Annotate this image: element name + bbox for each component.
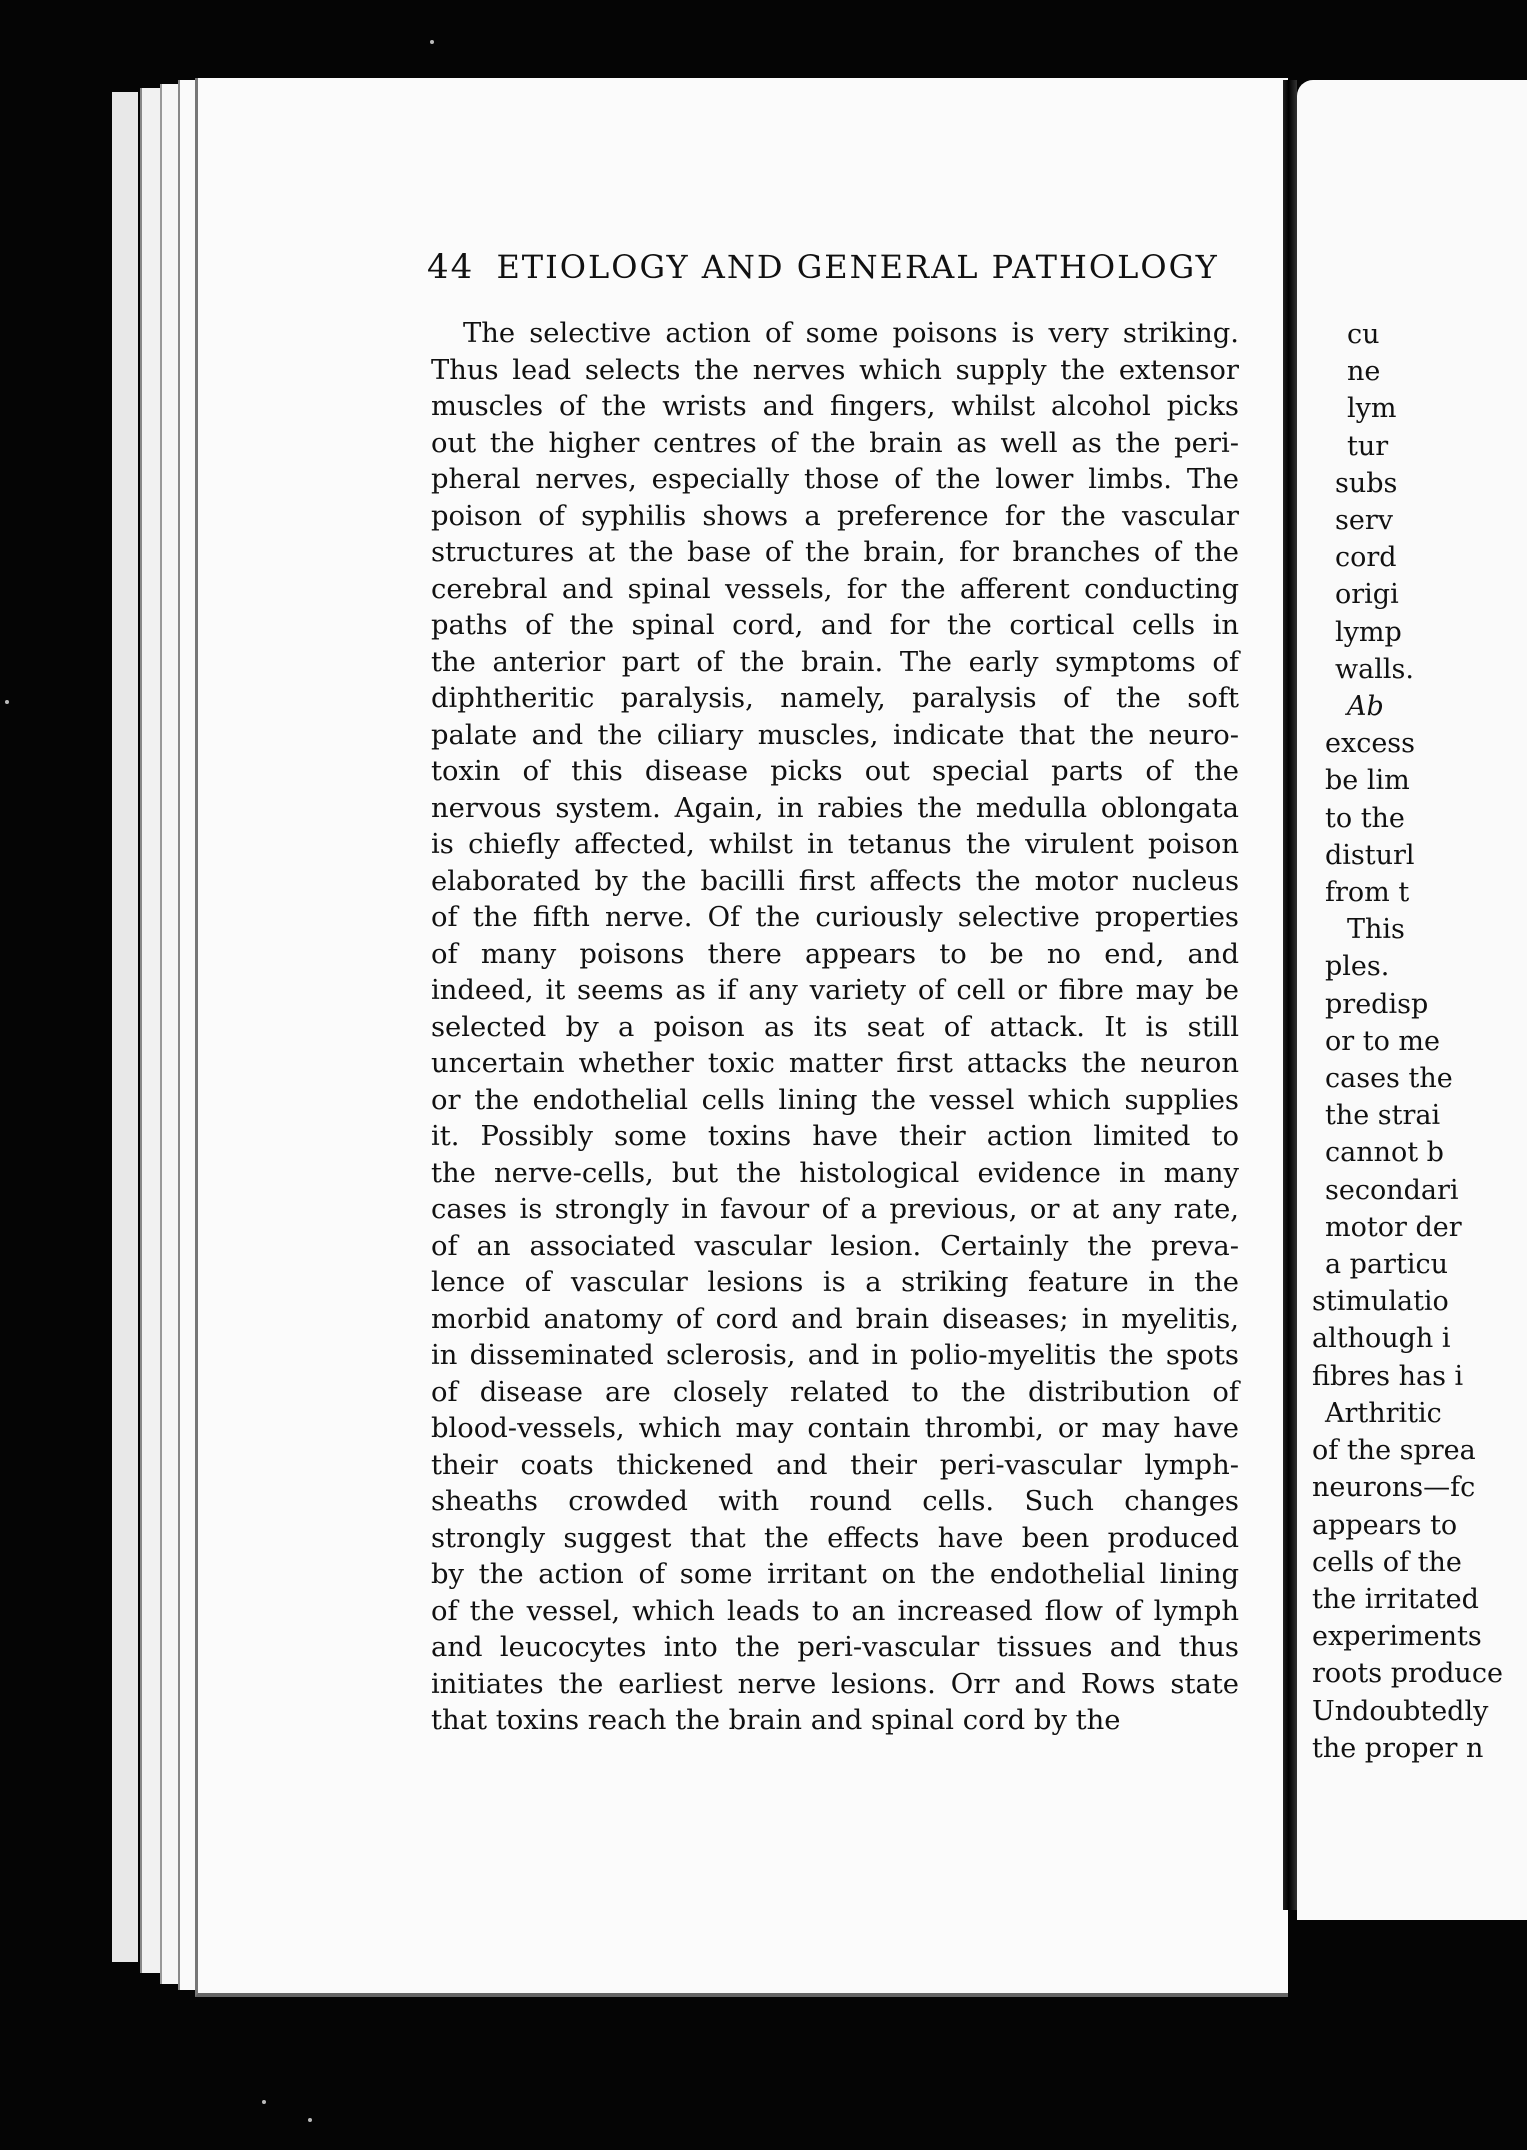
text-line: that toxins reach the brain and spinal cord by the: [431, 1705, 1121, 1736]
text-line: the anterior part of the brain. The early symptoms of: [431, 646, 1239, 678]
text-line: paths of the spinal cord, and for the cortical cells in: [431, 610, 1239, 641]
text-line: cannot b: [1325, 1137, 1444, 1169]
text-line: lym: [1347, 393, 1397, 425]
text-line: secondari: [1325, 1174, 1459, 1206]
text-line: from t: [1325, 877, 1410, 909]
text-line: excess: [1325, 728, 1416, 760]
dust-speck: [5, 700, 9, 704]
right-page-text: [1297, 316, 1527, 1767]
text-line: roots produce: [1312, 1658, 1503, 1690]
text-line: be lim: [1325, 765, 1410, 797]
text-line: is chiefly affected, whilst in tetanus the virulent poison: [431, 829, 1239, 860]
text-line: cases the: [1325, 1063, 1453, 1095]
text-line: to the: [1325, 802, 1405, 834]
text-line: subs: [1335, 467, 1398, 499]
running-title: ETIOLOGY AND GENERAL PATHOLOGY: [496, 248, 1219, 286]
text-line: disturl: [1325, 839, 1415, 871]
text-line: nervous system. Again, in rabies the medulla oblongata: [431, 792, 1239, 824]
text-line: Arthritic: [1325, 1397, 1442, 1429]
text-line: a particu: [1325, 1249, 1448, 1281]
text-line: blood-vessels, which may contain thrombi, or may have: [431, 1413, 1239, 1444]
text-line: The selective action of some poisons is very striking.: [463, 318, 1239, 349]
text-line: strongly suggest that the effects have been produced: [431, 1522, 1239, 1554]
text-line: the proper n: [1312, 1732, 1484, 1764]
text-line: predisp: [1325, 988, 1429, 1020]
text-line: in disseminated sclerosis, and in polio-myelitis the spots: [431, 1340, 1239, 1371]
text-line: indeed, it seems as if any variety of cell or fibre may be: [431, 975, 1239, 1006]
text-line: pheral nerves, especially those of the lower limbs. The: [431, 464, 1239, 495]
text-line: by the action of some irritant on the endothelial lining: [431, 1559, 1239, 1590]
text-line: and leucocytes into the peri-vascular tissues and thus: [431, 1632, 1239, 1663]
text-line: the irritated: [1312, 1583, 1479, 1615]
text-line: muscles of the wrists and fingers, whilst alcohol picks: [431, 391, 1239, 422]
text-line: their coats thickened and their peri-vascular lymph-: [431, 1449, 1239, 1481]
text-line: elaborated by the bacilli first affects the motor nucleus: [431, 865, 1239, 897]
book-gutter: [1283, 80, 1297, 1910]
text-line: or to me: [1325, 1025, 1441, 1057]
text-line: toxin of this disease picks out special parts of the: [431, 756, 1239, 787]
text-line: sheaths crowded with round cells. Such changes: [431, 1486, 1239, 1517]
text-line: cord: [1335, 542, 1397, 574]
text-line: appears to: [1312, 1509, 1458, 1541]
running-header: [427, 247, 1227, 287]
text-line: it. Possibly some toxins have their action limited to: [431, 1121, 1239, 1152]
text-line: cu: [1347, 319, 1380, 350]
text-line: cases is strongly in favour of a previous, or at any rate,: [431, 1194, 1239, 1225]
text-line: tur: [1347, 430, 1389, 462]
dust-speck: [308, 2118, 312, 2122]
text-line: out the higher centres of the brain as well as the peri-: [431, 427, 1239, 459]
text-line: motor der: [1325, 1211, 1462, 1243]
text-line: lymp: [1335, 616, 1402, 648]
page-edge: [140, 88, 160, 1973]
page-number: 44: [427, 247, 475, 287]
body-text: [431, 316, 1239, 1740]
text-line: of the vessel, which leads to an increased flow of lymph: [431, 1595, 1239, 1627]
text-line: selected by a poison as its seat of attack. It is still: [431, 1011, 1239, 1043]
right-page: [1297, 80, 1527, 1920]
text-line: of many poisons there appears to be no end, and: [431, 938, 1239, 970]
text-line: origi: [1335, 579, 1399, 611]
text-line: initiates the earliest nerve lesions. Orr and Rows state: [431, 1668, 1239, 1700]
text-line: of an associated vascular lesion. Certainly the preva-: [431, 1230, 1239, 1262]
text-line: uncertain whether toxic matter first attacks the neuron: [431, 1048, 1239, 1079]
text-line: This: [1347, 914, 1405, 946]
text-line: neurons—fc: [1312, 1472, 1476, 1504]
text-line: of disease are closely related to the distribution of: [431, 1376, 1239, 1408]
text-line: poison of syphilis shows a preference for the vascular: [431, 500, 1239, 532]
dust-speck: [430, 40, 434, 44]
text-line: ples.: [1325, 951, 1390, 983]
text-line: cells of the: [1312, 1546, 1462, 1578]
text-line: palate and the ciliary muscles, indicate that the neuro-: [431, 719, 1239, 751]
page-edge: [178, 80, 196, 1990]
page-edge: [112, 92, 138, 1962]
text-line: experiments: [1312, 1621, 1482, 1653]
dust-speck: [262, 2100, 266, 2104]
text-line: Ab: [1347, 691, 1384, 723]
text-line: of the fifth nerve. Of the curiously selective properties: [431, 902, 1239, 933]
text-line: or the endothelial cells lining the vessel which supplies: [431, 1084, 1239, 1116]
text-line: fibres has i: [1312, 1360, 1464, 1392]
text-line: although i: [1312, 1323, 1451, 1355]
page-edge: [160, 84, 178, 1984]
text-line: Thus lead selects the nerves which supply the extensor: [431, 354, 1239, 386]
text-line: cerebral and spinal vessels, for the afferent conducting: [431, 573, 1239, 605]
text-line: the strai: [1325, 1100, 1441, 1132]
text-line: stimulatio: [1312, 1286, 1449, 1318]
text-line: structures at the base of the brain, for branches of the: [431, 537, 1239, 568]
text-line: walls.: [1335, 653, 1414, 685]
text-line: serv: [1335, 505, 1393, 537]
text-line: diphtheritic paralysis, namely, paralysis of the soft: [431, 683, 1239, 714]
text-line: ne: [1347, 356, 1381, 388]
text-line: morbid anatomy of cord and brain diseases; in myelitis,: [431, 1303, 1239, 1335]
text-line: of the sprea: [1312, 1435, 1476, 1467]
text-line: lence of vascular lesions is a striking feature in the: [431, 1267, 1239, 1298]
text-line: the nerve-cells, but the histological evidence in many: [431, 1157, 1239, 1189]
text-line: Undoubtedly: [1312, 1695, 1489, 1727]
